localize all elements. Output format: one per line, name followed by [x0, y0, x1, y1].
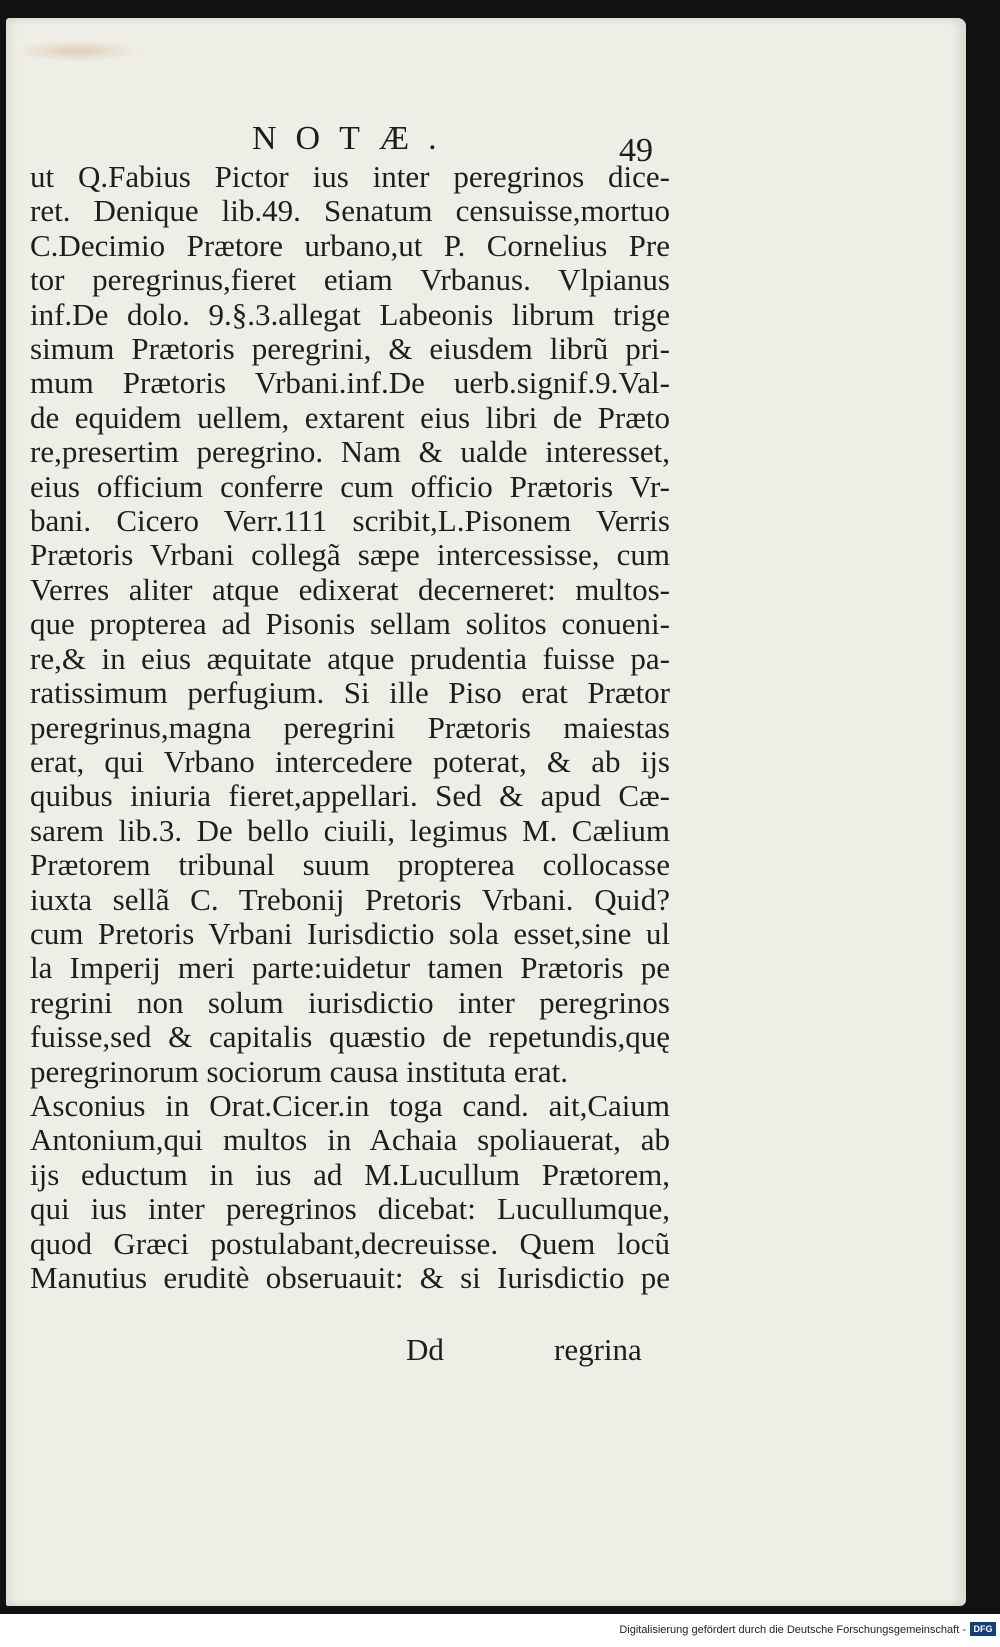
- text-line: ut Q.Fabius Pictor ius inter peregrinos dice-: [30, 159, 670, 194]
- text-line: quod Græci postulabant,decreuisse. Quem locũ: [30, 1225, 670, 1261]
- text-line: de equidem uellem, extarent eius libri de Præto: [30, 399, 670, 435]
- text-line: simum Prætoris peregrini, & eiusdem librũ pri-: [30, 331, 670, 367]
- text-line: peregrinorum sociorum causa instituta erat.: [30, 1053, 569, 1089]
- text-line: re,& in eius æquitate atque prudentia fuisse pa-: [30, 640, 670, 676]
- text-line: iuxta sellã C. Trebonij Pretoris Vrbani. Quid?: [30, 881, 670, 917]
- text-line: Verres aliter atque edixerat decerneret: multos-: [30, 571, 670, 607]
- text-line: peregrinus,magna peregrini Prætoris maiestas: [30, 709, 670, 745]
- text-line: cum Pretoris Vrbani Iurisdictio sola esset,sine ul: [30, 915, 670, 951]
- text-line: inf.De dolo. 9.§.3.allegat Labeonis librum trige: [30, 296, 670, 332]
- text-line: bani. Cicero Verr.111 scribit,L.Pisonem Verris: [30, 503, 670, 539]
- text-line: Antonium,qui multos in Achaia spoliauerat, ab: [30, 1122, 670, 1158]
- text-line: fuisse,sed & capitalis quæstio de repetundis,quę: [30, 1019, 670, 1055]
- text-line: ratissimum perfugium. Si ille Piso erat Prætor: [30, 675, 670, 711]
- page-stain: [12, 40, 142, 62]
- text-line: C.Decimio Prætore urbano,ut P. Cornelius Pre: [30, 227, 670, 263]
- text-line: Prætorem tribunal suum propterea collocasse: [30, 847, 670, 883]
- text-line: eius officium conferre cum officio Prætoris Vr-: [30, 468, 670, 504]
- text-line: Asconius in Orat.Cicer.in toga cand. ait,Caium: [30, 1087, 670, 1123]
- text-line: sarem lib.3. De bello ciuili, legimus M. Cælium: [30, 812, 670, 848]
- text-line: Manutius eruditè obseruauit: & si Iurisdictio pe: [30, 1260, 670, 1295]
- dfg-logo-icon: DFG: [970, 1622, 996, 1636]
- text-line: mum Prætoris Vrbani.inf.De uerb.signif.9.Val-: [30, 365, 670, 401]
- text-line: quibus iniuria fieret,appellari. Sed & apud Cæ-: [30, 778, 670, 814]
- running-head: NOTÆ.: [252, 120, 456, 157]
- text-line: regrini non solum iurisdictio inter peregrinos: [30, 984, 670, 1020]
- catchword: regrina: [554, 1332, 642, 1367]
- text-line: re,presertim peregrino. Nam & ualde interesset,: [30, 434, 670, 470]
- text-line: qui ius inter peregrinos dicebat: Lucullumque,: [30, 1191, 670, 1227]
- page-number: 49: [619, 132, 653, 169]
- signature-mark: Dd: [406, 1332, 444, 1367]
- book-page: [6, 18, 966, 1606]
- page-footer: [6, 1332, 966, 1372]
- credit-strip: [0, 1614, 1000, 1647]
- page-header: [6, 120, 966, 169]
- funding-credit: Digitalisierung gefördert durch die Deutsche Forschungsgemeinschaft -: [619, 1624, 966, 1636]
- text-line: tor peregrinus,fieret etiam Vrbanus. Vlpianus: [30, 262, 670, 298]
- text-line: que propterea ad Pisonis sellam solitos conueni-: [30, 606, 670, 642]
- body-text: [30, 160, 670, 1295]
- text-line: erat, qui Vrbano intercedere poterat, & ab ijs: [30, 743, 670, 779]
- text-line: ret. Denique lib.49. Senatum censuisse,mortuo: [30, 193, 670, 229]
- text-line: ijs eductum in ius ad M.Lucullum Prætorem,: [30, 1156, 670, 1192]
- text-line: la Imperij meri parte:uidetur tamen Prætoris pe: [30, 950, 670, 986]
- text-line: Prætoris Vrbani collegã sæpe intercessisse, cum: [30, 537, 670, 573]
